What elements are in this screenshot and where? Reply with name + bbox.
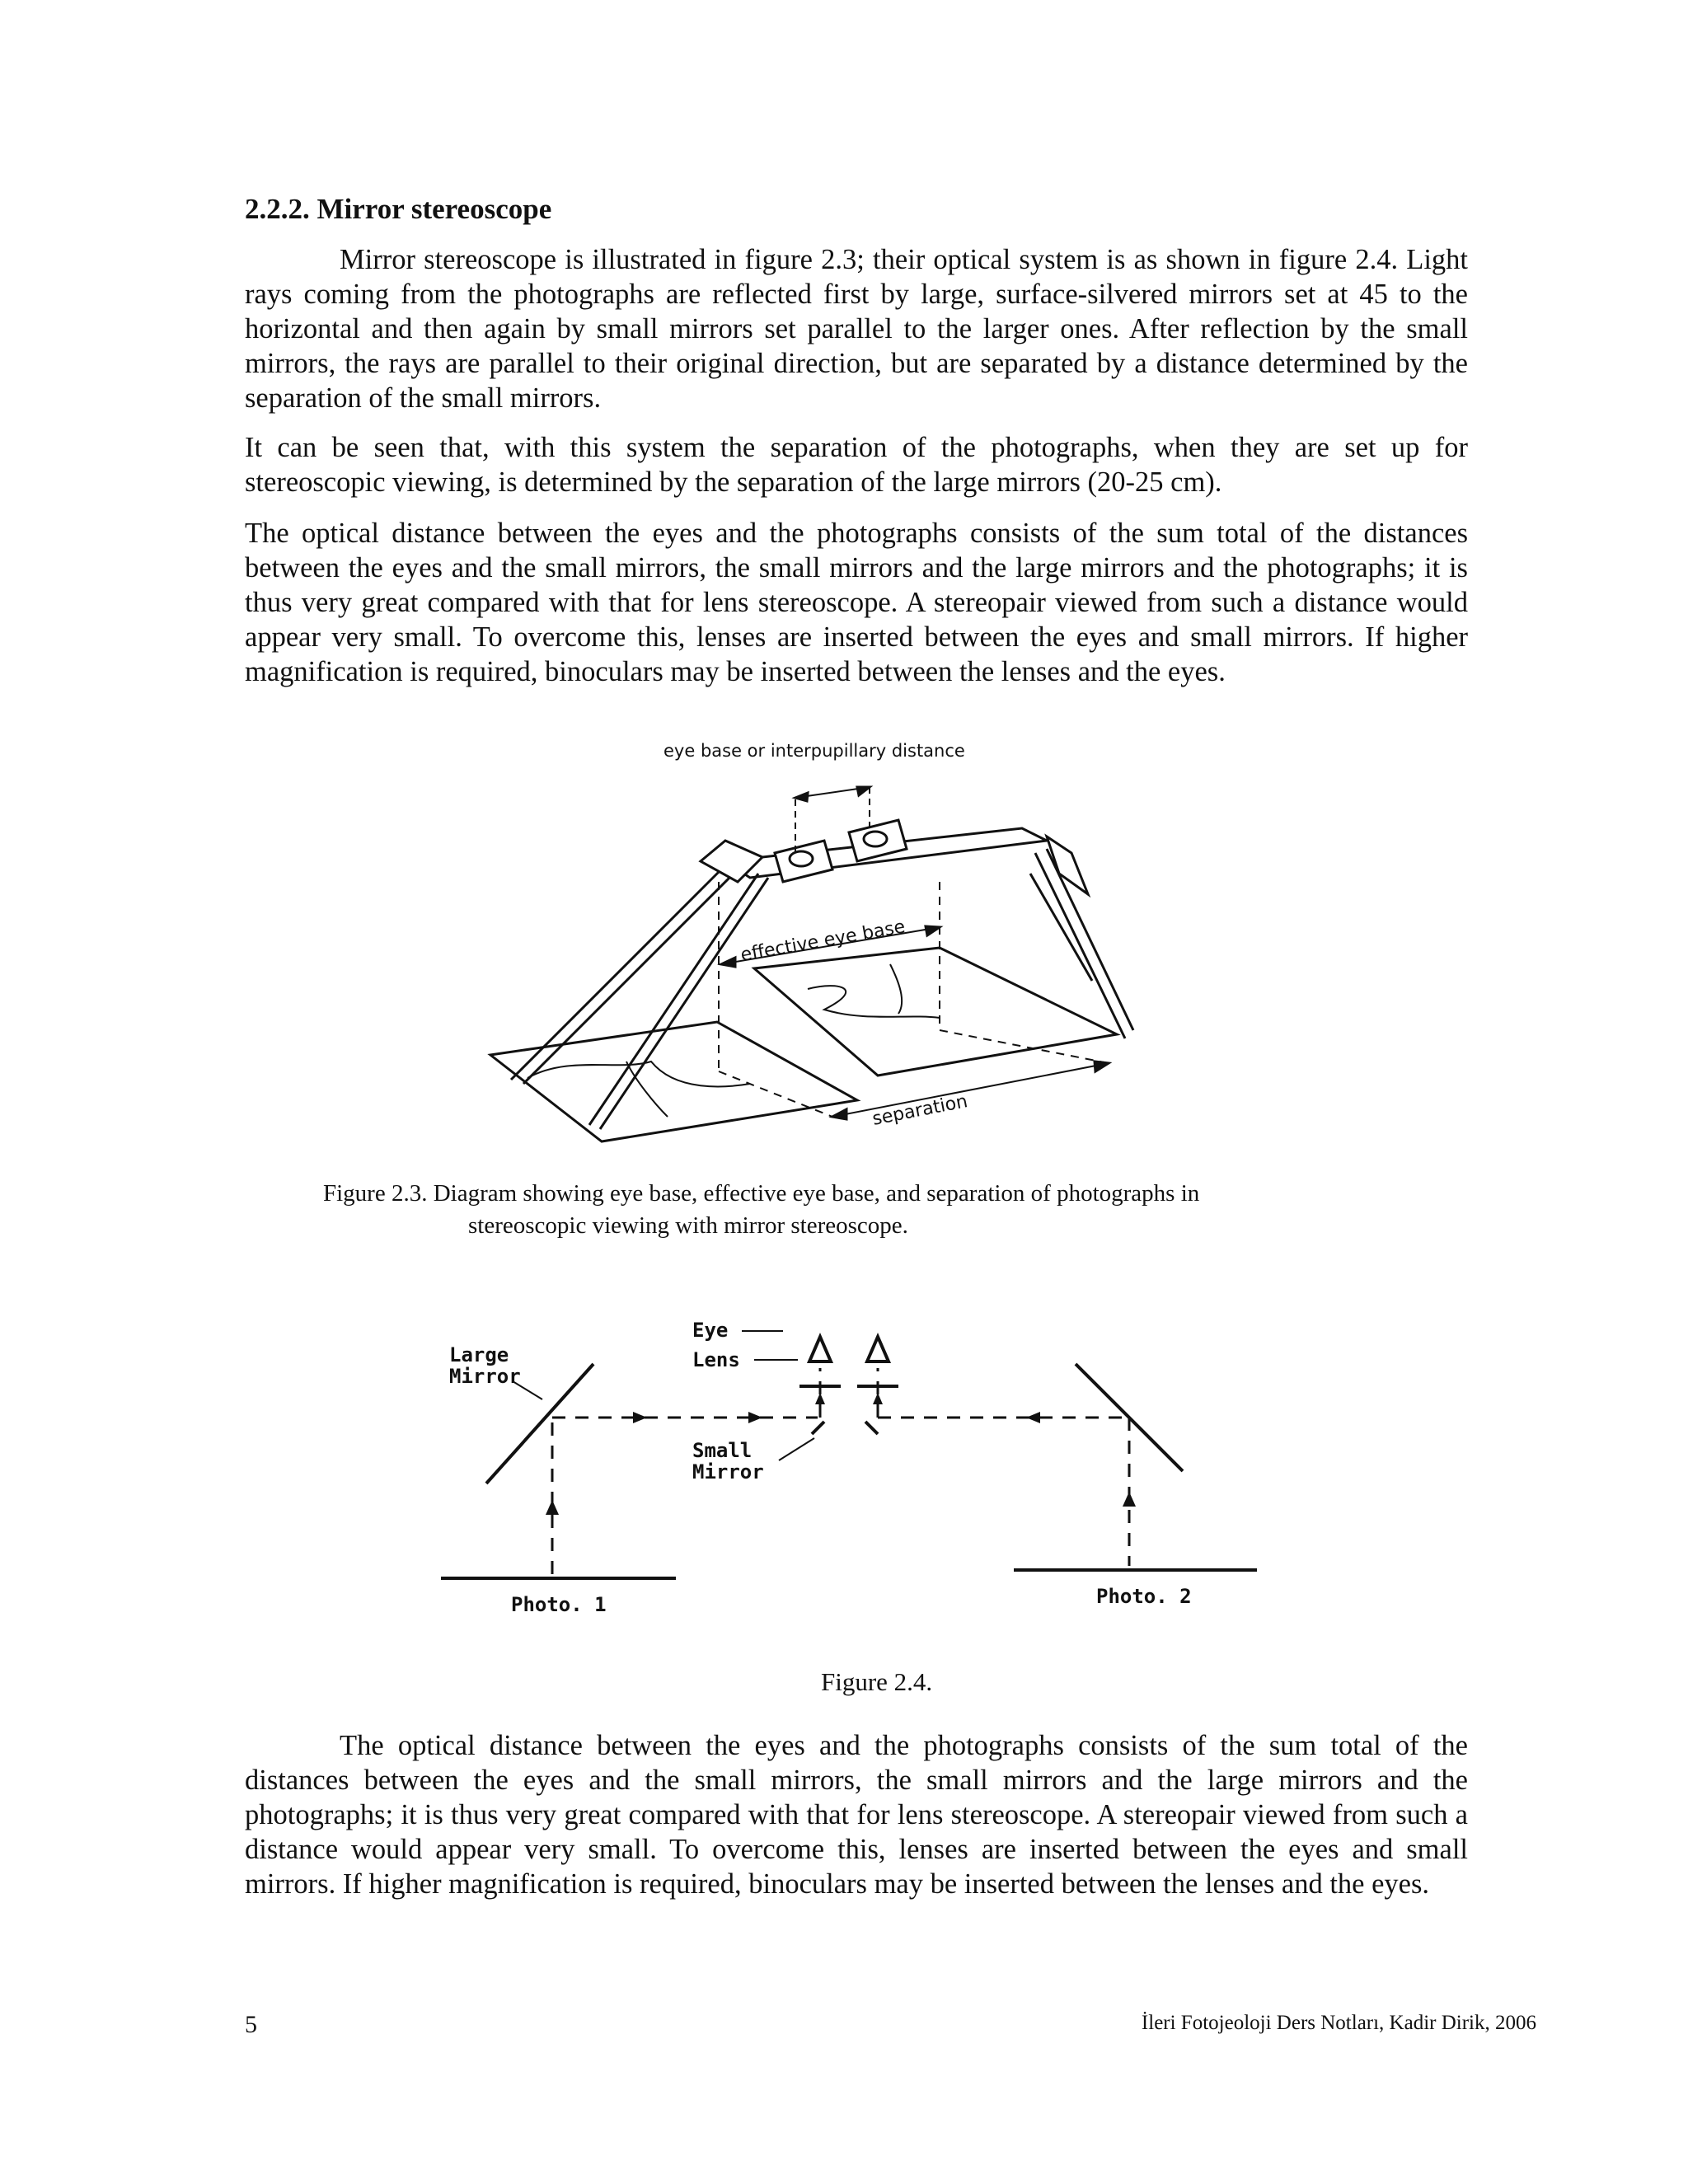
figure-2-3 — [478, 717, 1137, 1162]
label-large-mirror-line1: Large — [449, 1343, 509, 1366]
footer-source: İleri Fotojeoloji Ders Notları, Kadir Dirik, 2006 — [1141, 2012, 1536, 2034]
label-separation: separation — [870, 1091, 970, 1130]
label-eye: Eye — [692, 1319, 729, 1342]
paragraph-2: It can be seen that, with this system the separation of the photographs, when they are set up for stereoscopic viewing, is determined by the separation of the large mirrors (20-25 cm). — [245, 432, 1468, 498]
leg-left-inner — [589, 874, 758, 1125]
small-mirror-left — [812, 1422, 824, 1434]
figure-2-4-diagram — [437, 1294, 1278, 1640]
eye-left — [809, 1337, 831, 1361]
page-number: 5 — [245, 2011, 257, 2038]
leg-right-outer — [1047, 849, 1133, 1030]
figure-2-3-caption-line2: stereoscopic viewing with mirror stereoscope. — [468, 1212, 908, 1239]
paragraph-4: The optical distance between the eyes and the photographs consists of the sum total of the distances between the eyes and the small mirrors, the small mirrors and the large mirrors and the photographs; it is thus very great compared with that for lens stereoscope. A stereopair viewed from such a distance would appear very small. To overcome this, lenses are inserted between the eyes and small mirrors. If higher magnification is required, binoculars may be inserted between the lenses and the eyes. — [245, 1730, 1468, 1900]
label-small-mirror-line1: Small — [692, 1439, 753, 1462]
label-eye-base: eye base or interpupillary distance — [663, 741, 965, 761]
small-mirror-right — [865, 1422, 878, 1434]
section-heading: 2.2.2. Mirror stereoscope — [245, 193, 552, 225]
photo-left — [490, 1022, 857, 1141]
label-lens: Lens — [692, 1348, 740, 1371]
figure-2-4-caption: Figure 2.4. — [821, 1667, 933, 1696]
figure-2-4 — [437, 1294, 1278, 1640]
figure-2-3-diagram — [478, 717, 1137, 1162]
mirror-left — [701, 841, 762, 882]
figure-2-3-caption-line1: Figure 2.3. Diagram showing eye base, effective eye base, and separation of photographs in — [323, 1180, 1200, 1207]
eyepiece-left — [775, 841, 832, 882]
mirror-right — [1047, 837, 1088, 894]
label-small-mirror-line2: Mirror — [692, 1460, 764, 1483]
paragraph-3: The optical distance between the eyes and the photographs consists of the sum total of the distances between the eyes and the small mirrors, the small mirrors and the large mirrors and the photographs; it is thus very great compared with that for lens stereoscope. A stereopair viewed from such a distance would appear very small. To overcome this, lenses are inserted between the eyes and small mirrors. If higher magnification is required, binoculars may be inserted between the lenses and the eyes. — [245, 518, 1468, 687]
label-effective-eye-base: effective eye base — [738, 916, 907, 966]
label-photo-2: Photo. 2 — [1096, 1585, 1192, 1608]
label-large-mirror-line2: Mirror — [449, 1365, 521, 1388]
label-photo-1: Photo. 1 — [511, 1593, 607, 1616]
eye-right — [867, 1337, 889, 1361]
photo-right — [754, 948, 1117, 1076]
paragraph-1: Mirror stereoscope is illustrated in figure 2.3; their optical system is as shown in figure 2.4. Light rays coming from the photographs are reflected first by large, surface-silvered mirrors set at 45 to the horizontal and then again by small mirrors set parallel to the larger ones. After reflection by the small mirrors, the rays are parallel to their original direction, but are separated by a distance determined by the separation of the small mirrors. — [245, 244, 1468, 414]
eyepiece-right — [849, 820, 907, 861]
